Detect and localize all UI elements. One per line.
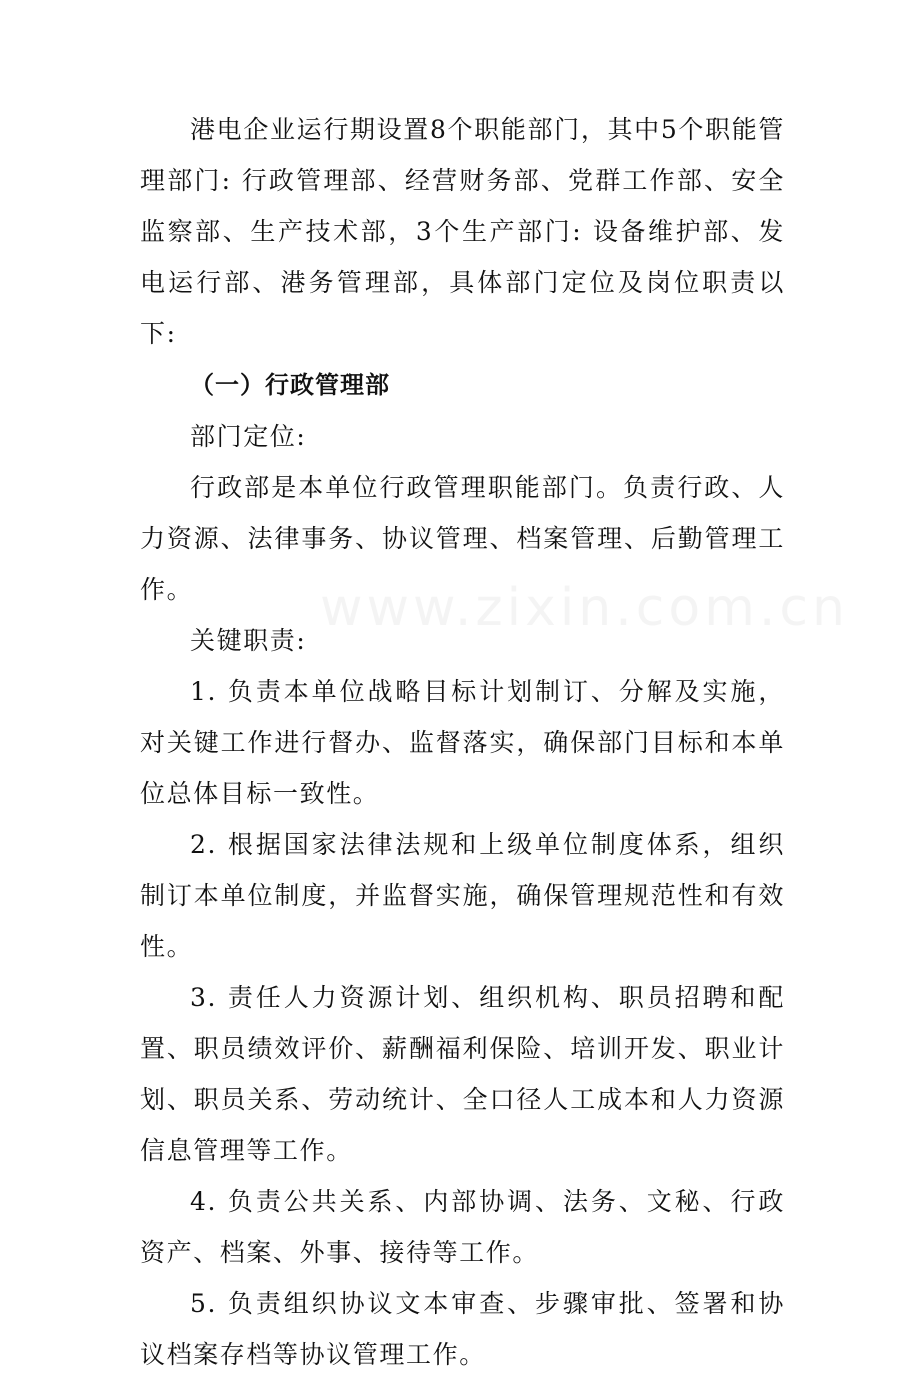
duty-item-2: 2. 根据国家法律法规和上级单位制度体系，组织制订本单位制度，并监督实施，确保管理规范性和有效性。 — [140, 830, 785, 961]
positioning-label: 部门定位: — [190, 422, 307, 451]
duty-item-5: 5. 负责组织协议文本审查、步骤审批、签署和协议档案存档等协议管理工作。 — [140, 1289, 785, 1369]
duties-label: 关键职责: — [190, 626, 307, 655]
duty-item-1: 1. 负责本单位战略目标计划制订、分解及实施，对关键工作进行督办、监督落实，确保部门目标和本单位总体目标一致性。 — [140, 677, 785, 808]
watermark: www.zixin.com.cn — [320, 578, 849, 638]
document-body — [140, 104, 785, 1380]
positioning-text: 行政部是本单位行政管理职能部门。负责行政、人力资源、法律事务、协议管理、档案管理、后勤管理工作。 — [140, 473, 785, 604]
duty-item-4: 4. 负责公共关系、内部协调、法务、文秘、行政资产、档案、外事、接待等工作。 — [140, 1187, 785, 1267]
duty-item-3: 3. 责任人力资源计划、组织机构、职员招聘和配置、职员绩效评价、薪酬福利保险、培训开发、职业计划、职员关系、劳动统计、全口径人工成本和人力资源信息管理等工作。 — [140, 983, 785, 1165]
section-heading: （一）行政管理部 — [190, 371, 390, 399]
intro-paragraph: 港电企业运行期设置8个职能部门，其中5个职能管理部门: 行政管理部、经营财务部、党群工作部、安全监察部、生产技术部，3个生产部门: 设备维护部、发电运行部、港务管理部，具体部门定位及岗位职责以下: — [140, 115, 785, 348]
